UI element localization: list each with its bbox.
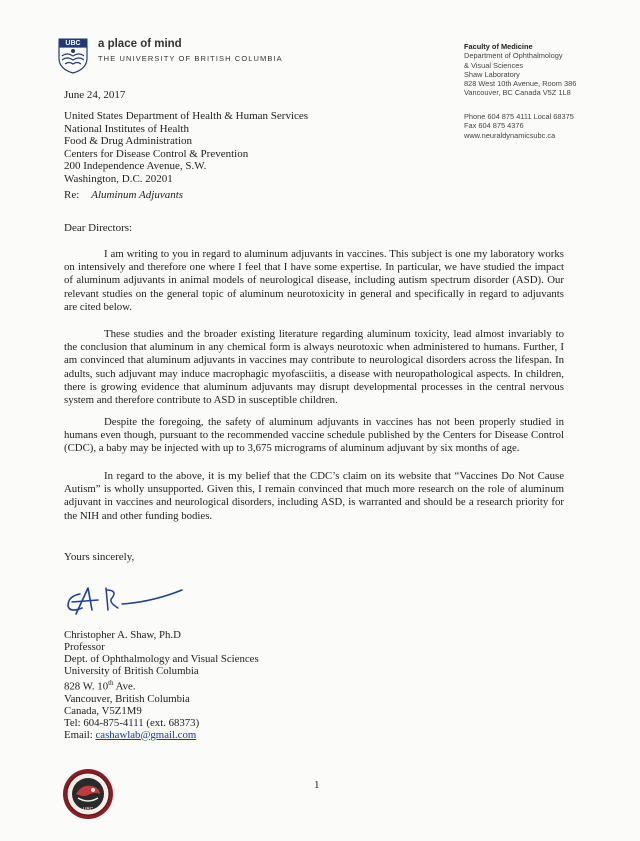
subject-line (64, 189, 183, 201)
body-paragraph-2: These studies and the broader existing literature regarding aluminum toxicity, lead almost invariably to the conclusion that aluminum in any chemical form is always neurotoxic when administered to humans. Further, I am convinced that aluminum adjuvants in vaccines may contribute to neurological disorders across the lifespan. In adults, such adjuvant may induce macrophagic myofasciitis, a disease with neuropathological aspects. In children, there is growing evidence that aluminum adjuvants may disrupt developmental processes in the central nervous system and therefore contribute to ASD in susceptible children. (64, 328, 564, 407)
email-label: Email: (64, 728, 96, 741)
street-address: 828 West 10th Avenue, Room 386 (464, 79, 577, 89)
re-label: Re: (64, 189, 80, 201)
svg-text:UBC: UBC (65, 40, 81, 47)
recipient-line: 200 Independence Avenue, S.W. (64, 160, 207, 173)
city-address: Vancouver, BC Canada V5Z 1L8 (464, 88, 571, 98)
department-line2: & Visual Sciences (464, 60, 524, 70)
signer-street (64, 677, 259, 693)
body-paragraph-4: In regard to the above, it is my belief that the CDC’s claim on its website that “Vaccines Do Not Cause Autism” is wholly unsupported. Given this, I remain convinced that much more research on the role of aluminum adjuvant in vaccines and neurological disorders, including ASD, is warranted and should be a research priority for the NIH and other funding bodies. (64, 470, 564, 522)
contact-info (464, 112, 574, 140)
signer-tel: Tel: 604-875-4111 (ext. 68373) (64, 716, 200, 729)
email-link[interactable]: cashawlab@gmail.com (95, 728, 197, 741)
re-subject: Aluminum Adjuvants (91, 189, 184, 201)
ubc-logo (58, 38, 88, 74)
lab-name: Shaw Laboratory (464, 69, 520, 79)
body-paragraph-3: Despite the foregoing, the safety of aluminum adjuvants in vaccines has not been properly studied in humans even though, pursuant to the recommended vaccine schedule published by the Centers for Disease Control (CDC), a baby may be injected with up to 3,675 micrograms of aluminum adjuvant by six months of age. (64, 416, 564, 455)
ubc-seal-icon (62, 768, 114, 820)
signer-email-row (64, 729, 259, 741)
salutation: Dear Directors: (64, 222, 133, 234)
street-sup: th (108, 679, 114, 687)
recipient-address (64, 110, 308, 186)
svg-text:UBC: UBC (82, 807, 94, 813)
university-name: THE UNIVERSITY OF BRITISH COLUMBIA (98, 54, 283, 63)
tagline: a place of mind (98, 38, 182, 50)
department-line1: Department of Ophthalmology (464, 51, 563, 61)
closing: Yours sincerely, (64, 551, 135, 563)
faculty-address (464, 42, 576, 98)
recipient-line: Food & Drug Administration (64, 135, 193, 148)
recipient-line: Centers for Disease Control & Prevention (64, 147, 249, 160)
recipient-line: United States Department of Health & Human Services (64, 110, 309, 122)
page-number: 1 (314, 779, 320, 791)
signer-title: Professor (64, 641, 105, 653)
website: www.neuraldynamicsubc.ca (464, 130, 556, 140)
signer-name: Christopher A. Shaw, Ph.D (64, 629, 181, 641)
recipient-line: National Institutes of Health (64, 122, 189, 135)
recipient-line: Washington, D.C. 20201 (64, 172, 173, 185)
street-prefix: 828 W. 10 (64, 680, 109, 693)
body-paragraph-1: I am writing to you in regard to aluminum adjuvants in vaccines. This subject is one my laboratory works on intensively and therefore one where I feel that I have some expertise. In particular, we have studied the impact of aluminum adjuvants in animal models of neurological disease, including autism spectrum disorder (ASD). Our relevant studies on the general topic of aluminum neurotoxicity in general and specifically in regard to adjuvants are cited below. (64, 248, 564, 313)
signer-department: Dept. of Ophthalmology and Visual Sciences (64, 653, 259, 665)
letter-date: June 24, 2017 (64, 89, 126, 101)
phone: Phone 604 875 4111 Local 68375 (464, 112, 574, 121)
signer-university: University of British Columbia (64, 665, 199, 677)
signer-city: Vancouver, British Columbia (64, 692, 190, 705)
signer-country-postal: Canada, V5Z1M9 (64, 704, 142, 717)
street-suffix: Ave. (113, 680, 136, 693)
fax: Fax 604 875 4376 (464, 121, 524, 131)
signature-block (64, 629, 259, 741)
faculty-name: Faculty of Medicine (464, 42, 533, 51)
handwritten-signature (62, 580, 192, 620)
